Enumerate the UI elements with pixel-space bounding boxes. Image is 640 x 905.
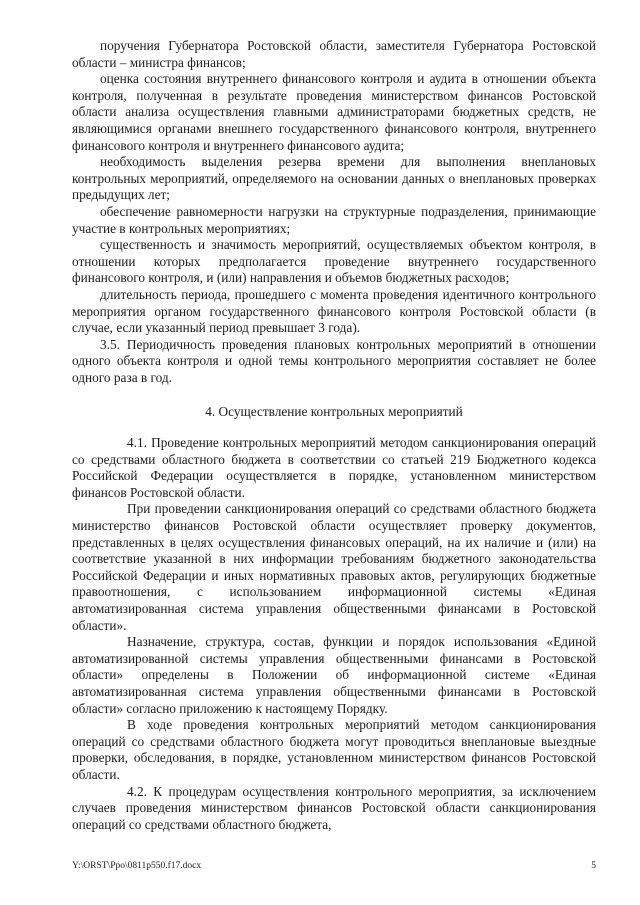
section-heading: 4. Осуществление контрольных мероприятий [205, 404, 463, 420]
paragraph: 4.1. Проведение контрольных мероприятий методом санкционирования операций со средствами областного бюджета в соответствии со статьей 219 Бюджетного кодекса Российской Федерации осуществляется в порядке, установленном министерством финансов Ростовской области. [72, 435, 596, 500]
page-number: 5 [591, 861, 596, 871]
paragraph: длительность периода, прошедшего с момента проведения идентичного контрольного мероприятия органом государственного финансового контроля Ростовской области (в случае, если указанный период превышает 3 года). [72, 286, 596, 336]
paragraph: существенность и значимость мероприятий, осуществляемых объектом контроля, в отношении которых предполагается проведение внутреннего государственного финансового контроля, и (или) направления и объемов бюджетных расходов; [72, 237, 596, 286]
paragraph: Назначение, структура, состав, функции и порядок использования «Единой автоматизированной системы управления общественными финансами в Ростовской области» определены в Положении об информационной системе «Единая автоматизированная система управления общественными финансами в Ростовской области» согласно приложению к настоящему Порядку. [72, 634, 596, 716]
paragraph: 4.2. К процедурам осуществления контрольного мероприятия, за исключением случаев проведения министерством финансов Ростовской области санкционирования операций со средствами областного бюджета, [72, 783, 596, 832]
document-body [72, 38, 596, 833]
paragraph: 3.5. Периодичность проведения плановых контрольных мероприятий в отношении одного объекта контроля и одной темы контрольного мероприятия составляет не более одного раза в год. [72, 336, 596, 385]
paragraph: поручения Губернатора Ростовской области, заместителя Губернатора Ростовской области – министра финансов; [72, 38, 596, 70]
paragraph: В ходе проведения контрольных мероприятий методом санкционирования операций со средствами областного бюджета могут проводиться внеплановые выездные проверки, обследования, в порядке, установленном министерством финансов Ростовской области. [72, 717, 596, 782]
paragraph: оценка состояния внутреннего финансового контроля и аудита в отношении объекта контроля, полученная в результате проведения министерством финансов Ростовской области анализа осуществления главными администраторами бюджетных средств, не являющимися органами внешнего государственного финансового контроля, внутреннего финансового контроля и внутреннего финансового аудита; [72, 71, 596, 153]
paragraph: обеспечение равномерности нагрузки на структурные подразделения, принимающие участие в контрольных мероприятиях; [72, 203, 596, 236]
file-path: Y:\ORST\Ppo\0811p550.f17.docx [72, 861, 202, 871]
paragraph: При проведении санкционирования операций со средствами областного бюджета министерство финансов Ростовской области осуществляет проверку документов, представленных в целях осуществления финансовых операций, на их наличие и (или) на соответствие указанной в них информации требованиям бюджетного законодательства Российской Федерации и иных нормативных правовых актов, регулирующих бюджетные правоотношения, с использованием информационной системы «Единая автоматизированная система управления общественными финансами в Ростовской области». [72, 501, 596, 633]
paragraph: необходимость выделения резерва времени для выполнения внеплановых контрольных мероприятий, определяемого на основании данных о внеплановых проверках предыдущих лет; [72, 154, 596, 203]
